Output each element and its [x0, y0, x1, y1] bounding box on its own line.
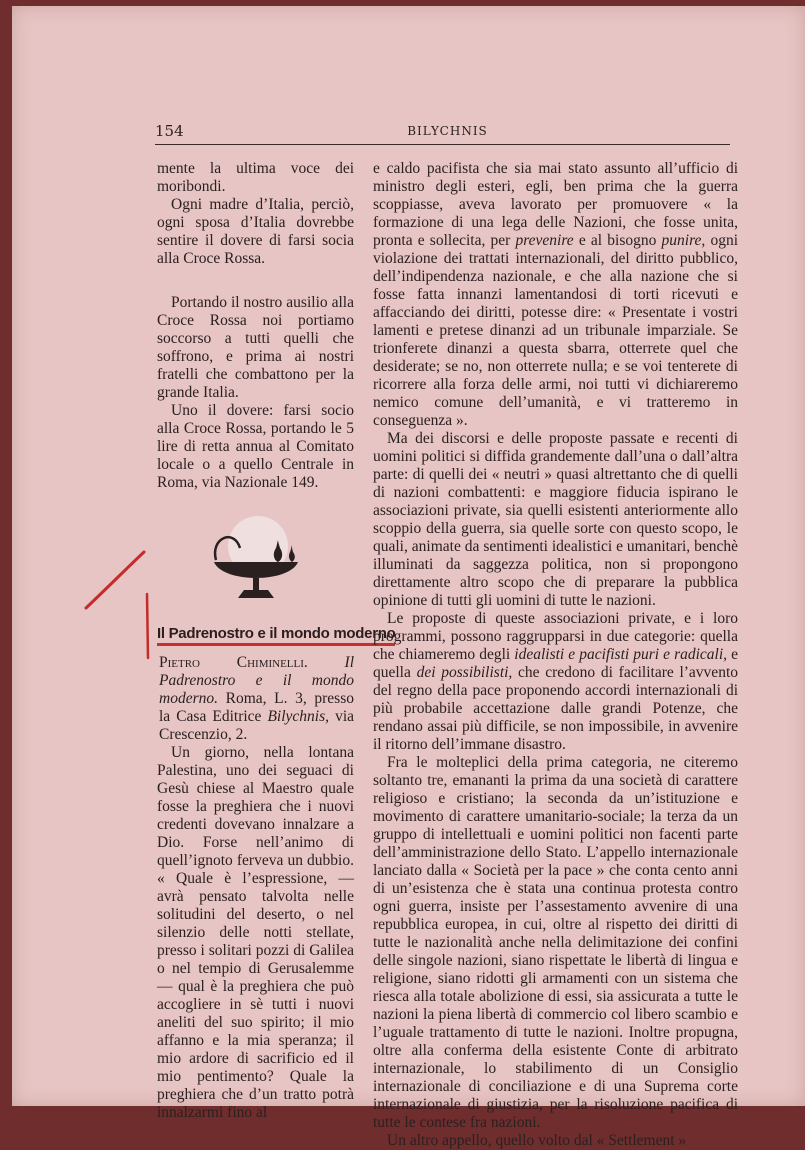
paragraph: Un giorno, nella lontana Palestina, uno dei seguaci di Gesù chiese al Maestro quale fosse la preghiera che i nuovi credenti dovevano innalzare a Dio. Forse nell’animo di quell’ignoto ferveva un dubbio. « Quale è l’espressione, — avrà pensato talvolta nelle solitudini del deserto, o nel silenzio delle notti stellate, presso i solitari pozzi di Galilea o nel tempio di Gerusalemme — qual è la preghiera che può accogliere in sè tutti i nuovi aneliti del suo spirito; il mio affanno e la mia speranza; il mio ardore di sacrificio ed il mio pentimento? Quale la preghiera che d’un tratto potrà innalzarmi fino al	[157, 744, 354, 1121]
paragraph: Un altro appello, quello volto dal « Settlement »	[387, 1132, 687, 1149]
section-title: Il Padrenostro e il mondo moderno	[157, 625, 395, 646]
text-run: che credono di facilitare l’avvento del regno della pace proponendo accordi internazionali di più probabile accettazione dalle grandi Potenze, che rendano assai più difficile, se non impossibile, in avvenire il ritorno dell’immane disastro.	[373, 664, 738, 753]
text-run: Le proposte di queste associazioni private, e i loro programmi, possono raggrupparsi in due categorie: quella che chiameremo degli	[373, 610, 738, 663]
italic-run: dei possibilisti,	[416, 664, 513, 681]
page-number: 154	[155, 122, 184, 140]
right-column	[373, 160, 738, 1150]
citation-imprint: Roma, L. 3, presso la Casa Editrice	[159, 690, 354, 725]
page-header	[155, 122, 740, 146]
paragraph	[373, 610, 738, 754]
paragraph: Ma dei discorsi e delle proposte passate e recenti di uomini politici si diffida grandemente dall’una o dall’altra parte: di quelli dei « neutri » quasi altrettanto che di quelli di nazioni combattenti: e maggiore fiducia ispirano le associazioni private, sia quelli esistenti anteriormente allo scoppio della guerra, sia quelle sorte con questo scopo, le quali, animate da sentimenti idealistici e umanitari, benchè illuminati da saggezza politica, non si propongono direttamente altro scopo che di preparare la pubblica opinione di tutti gli uomini di tutte le nazioni.	[373, 430, 738, 609]
oil-lamp-ornament	[206, 508, 306, 603]
paragraph: Ogni madre d’Italia, perciò, ogni sposa d’Italia dovrebbe sentire il dovere di farsi socia alla Croce Rossa.	[157, 196, 354, 267]
paragraph: Portando il nostro ausilio alla Croce Rossa noi portiamo soccorso a tutti quelli che soffrono, e prima ai nostri fratelli che combattono per la grande Italia.	[157, 294, 354, 401]
paragraph: Fra le molteplici della prima categoria, ne citeremo soltanto tre, emananti la prima da una società di carattere religioso e cristiano; la seconda da un’istituzione e movimento di carattere umanitario-sociale; la terza da un gruppo di intellettuali e uomini politici non facenti parte dell’amministrazione dello Stato. L’appello internazionale lanciato dalla « Società per la pace » che conta cento anni di un’esistenza che è stata una continua protesta contro ogni guerra, insiste per l’assestamento avvenire di una repubblica europea, in cui, oltre al rispetto dei diritti di tutte le nazionalità anche nella delimitazione dei confini delle singole nazioni, siano rispettate le libertà di lingua e religione, siano ridotti gli armamenti con un sistema che riesca alla totale abolizione di essi, sia assicurata a tutte le nazioni la piena libertà di commercio col libero scambio e l’uguale trattamento di tutte le nazioni. Inoltre propugna, oltre alla conferma della esistente Conte di arbitrato internazionale, lo stabilimento di un Consiglio internazionale di conciliazione e di una Suprema corte internazionale di giustizia, per la risoluzione pacifica di tutte le contese fra nazioni.	[373, 754, 738, 1131]
italic-run: punire,	[661, 232, 706, 249]
header-rule	[155, 144, 730, 145]
red-pencil-mark	[80, 548, 150, 613]
paragraph	[373, 160, 738, 430]
text-run: e quella	[373, 646, 738, 681]
italic-run: prevenire	[515, 232, 574, 249]
citation-author: Pietro Chiminelli.	[159, 654, 308, 671]
running-head: BILYCHNIS	[407, 124, 488, 138]
text-run: ogni violazione dei trattati internazionali, del diritto pubblico, dell’indipendenza nazionale, e che alla nazione che si fosse fatta innanzi lamentandosi di torti ricevuti e affacciando dei diritti, potesse dire: « Presentate i vostri lamenti e pretese dinanzi ad un tribunale imparziale. Se trionferete dinanzi a questa sbarra, otterrete quel che desiderate; se no, non otterrete nulla; e se voi tenterete di ricorrere alla forza delle armi, noi tutti vi dichiareremo nemico comune dell’umanità, e vi tratteremo in conseguenza ».	[373, 232, 739, 429]
text-run: e al bisogno	[578, 232, 657, 249]
citation	[157, 654, 354, 744]
left-column	[157, 160, 396, 1122]
red-margin-bracket	[142, 592, 152, 662]
italic-run: idealisti e pacifisti puri e radicali,	[514, 646, 728, 663]
paragraph: mente la ultima voce dei moribondi.	[157, 160, 354, 195]
text-run: e caldo pacifista che sia mai stato assunto all’ufficio di ministro degli esteri, egli, ben prima che la guerra scoppiasse, aveva lavorato per promuovere « la formazione di una lega delle Nazioni, che fosse unita, pronta e sollecita, per	[373, 160, 738, 249]
paragraph: Uno il dovere: farsi socio alla Croce Rossa, portando le 5 lire di retta annua al Comitato locale o a quello Centrale in Roma, via Nazionale 149.	[157, 402, 354, 491]
citation-title: Il Padrenostro e il mondo moderno.	[159, 654, 354, 707]
citation-address: via Crescenzio, 2.	[159, 708, 354, 743]
citation-publisher: Bilychnis,	[267, 708, 330, 725]
